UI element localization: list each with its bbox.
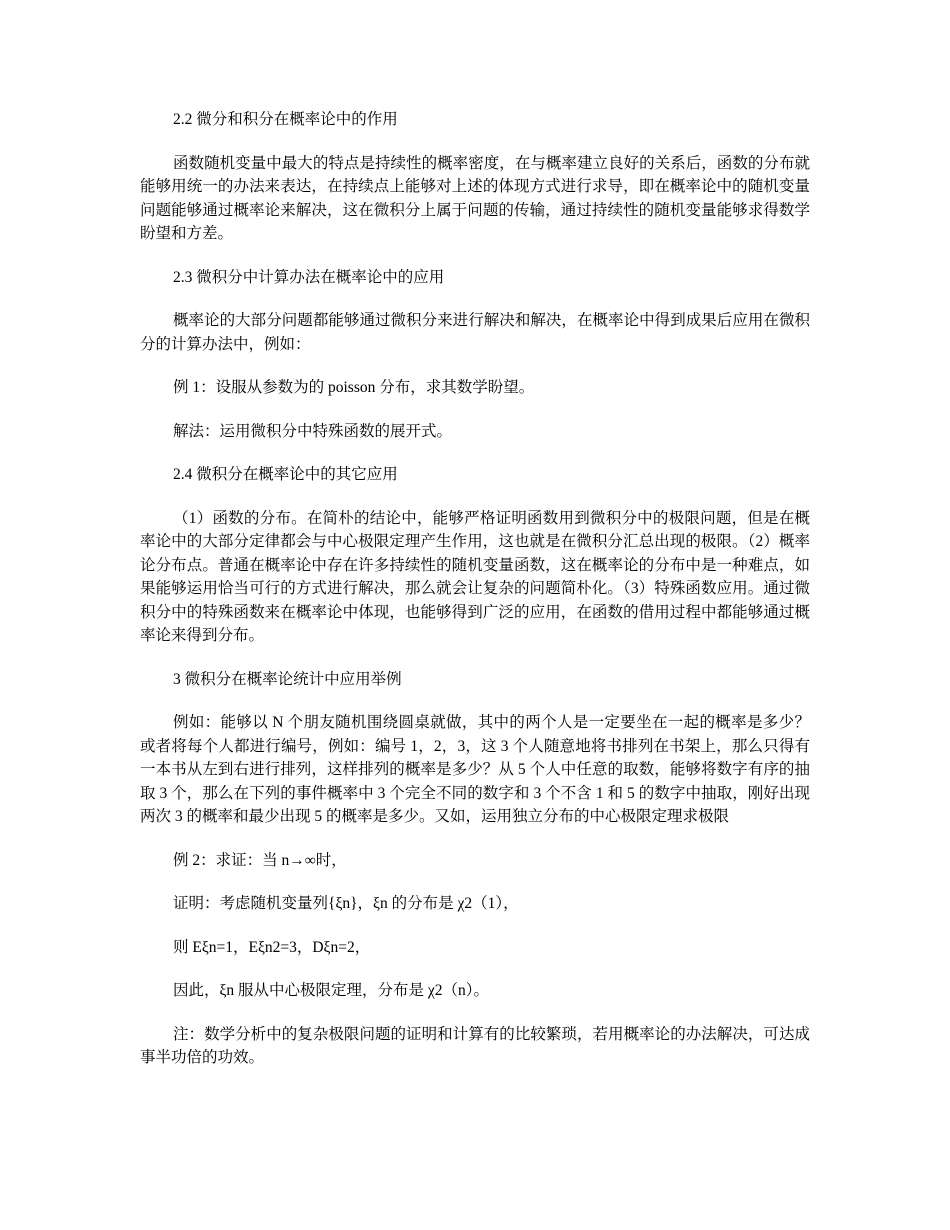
solution-1: 解法：运用微积分中特殊函数的展开式。 bbox=[173, 422, 453, 440]
section-heading-3: 3 微积分在概率论统计中应用举例 bbox=[173, 670, 402, 688]
paragraph: 概率论的大部分问题都能够通过微积分来进行解决和解决，在概率论中得到成果后应用在微积分的计算办法中，例如： bbox=[140, 312, 810, 353]
paragraph: （1）函数的分布。在简朴的结论中，能够严格证明函数用到微积分中的极限问题，但是在概率论中的大部分定律都会与中心极限定理产生作用，这也就是在微积分汇总出现的极限。（2）概率论分布点。普通在概率论中存在许多持续性的随机变量函数，这在概率论的分布中是一种难点，如果能够运用恰当可行的方式进行解决，那么就会让复杂的问题简朴化。（3）特殊函数应用。通过微积分中的特殊函数来在概率论中体现，也能够得到广泛的应用，在函数的借用过程中都能够通过概率论来得到分布。 bbox=[140, 509, 810, 644]
proof-conclusion: 因此，ξn 服从中心极限定理，分布是 χ2（n）。 bbox=[173, 982, 490, 999]
section-heading-2-3: 2.3 微积分中计算办法在概率论中的应用 bbox=[173, 268, 445, 286]
example-2: 例 2：求证：当 n→∞时， bbox=[173, 851, 347, 869]
document-page bbox=[140, 108, 810, 1090]
note: 注：数学分析中的复杂极限问题的证明和计算有的比较繁琐，若用概率论的办法解决，可达成事半功倍的功效。 bbox=[140, 1025, 810, 1066]
section-heading-2-2: 2.2 微分和积分在概率论中的作用 bbox=[173, 111, 398, 128]
paragraph: 例如：能够以 N 个朋友随机围绕圆桌就做，其中的两个人是一定要坐在一起的概率是多少？或者将每个人都进行编号，例如：编号 1，2，3，这 3 个人随意地将书排列在书架上，那么只得有一本书从左到右进行排列，这样排列的概率是多少？从 5 个人中任意的取数，能够将数字有序的抽取 3 个，那么在下列的事件概率中 3 个完全不同的数字和 3 个不含 1 和 5 的数字中抽取，刚好出现两次 3 的概率和最少出现 5 的概率是多少。又如，运用独立分布的中心极限定理求极限 bbox=[140, 714, 810, 825]
proof: 证明：考虑随机变量列{ξn}，ξn 的分布是 χ2（1）， bbox=[173, 895, 519, 912]
example-1: 例 1：设服从参数为的 poisson 分布，求其数学盼望。 bbox=[173, 379, 535, 396]
proof-step: 则 Eξn=1，Eξn2=3，Dξn=2， bbox=[173, 938, 371, 956]
paragraph: 函数随机变量中最大的特点是持续性的概率密度，在与概率建立良好的关系后，函数的分布就能够用统一的办法来表达，在持续点上能够对上述的体现方式进行求导，即在概率论中的随机变量问题能够通过概率论来解决，这在微积分上属于问题的传输，通过持续性的随机变量能够求得数学盼望和方差。 bbox=[140, 154, 810, 242]
section-heading-2-4: 2.4 微积分在概率论中的其它应用 bbox=[173, 466, 398, 483]
